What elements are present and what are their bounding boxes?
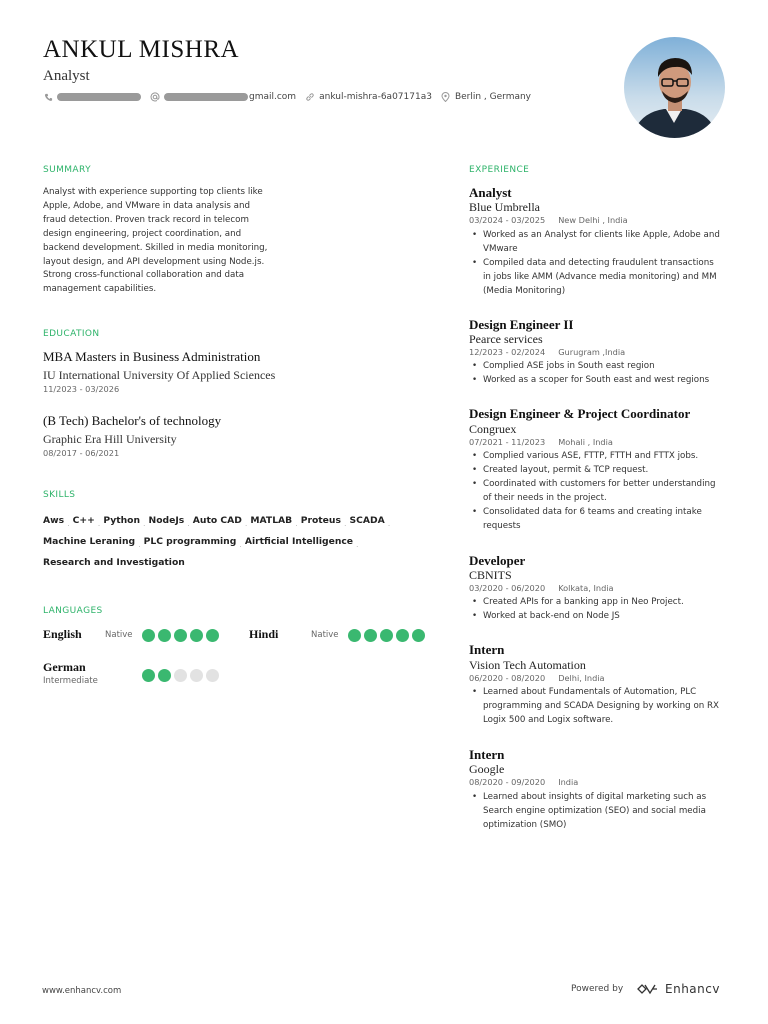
phone-contact[interactable] [43, 92, 141, 102]
job-location: Mohali , India [558, 437, 613, 447]
job-dates: 06/2020 - 08/2020 [469, 673, 546, 683]
job-dates: 12/2023 - 02/2024 [469, 347, 546, 357]
education-school: Graphic Era Hill University [43, 432, 177, 446]
job-bullet: • Learned about insights of digital marketing such as Search engine optimization (SEO) and social media optimization (SMO) [470, 791, 722, 833]
job-dates: 03/2024 - 03/2025 [469, 215, 546, 225]
education-degree: MBA Masters in Business Administration [43, 349, 261, 364]
skill-separator: . [138, 540, 141, 549]
candidate-role: Analyst [43, 68, 90, 84]
job-dates: 07/2021 - 11/2023 [469, 437, 546, 447]
job-company: Google [469, 762, 505, 776]
job-company: Vision Tech Automation [469, 658, 586, 672]
job-bullets [470, 596, 722, 624]
section-languages: LANGUAGES [43, 606, 103, 616]
skill-separator: . [67, 519, 70, 528]
candidate-name: ANKUL MISHRA [43, 36, 240, 63]
language-rating [142, 629, 222, 642]
job-meta [469, 437, 613, 447]
redacted-email [164, 93, 248, 101]
job-bullet: • Compiled data and detecting fraudulent transactions in jobs like AMM (Advance media monitoring) and MM (Media Monitoring) [470, 257, 722, 299]
profile-link[interactable] [305, 92, 432, 102]
section-education: EDUCATION [43, 329, 100, 339]
job-bullets [470, 229, 722, 299]
job-title: Intern [469, 642, 505, 657]
job-company: CBNITS [469, 568, 512, 582]
language-level: Native [105, 630, 133, 640]
job-meta [469, 583, 614, 593]
language-name: English [43, 627, 82, 641]
location-pin-icon [441, 92, 451, 102]
rating-dot [380, 629, 393, 642]
job-location: India [558, 777, 579, 787]
job-bullet: • Complied ASE jobs in South east region [470, 360, 722, 374]
skill-tag: Airtficial Intelligence [244, 536, 354, 547]
section-skills: SKILLS [43, 490, 76, 500]
rating-dot [142, 669, 155, 682]
job-bullet: • Complied various ASE, FTTP, FTTH and FTTX jobs. [470, 450, 722, 464]
rating-dot [174, 629, 187, 642]
summary-text: Analyst with experience supporting top clients like Apple, Adobe, and VMware in data analysis and fraud detection. Proven track record in telecom design engineering, project coordination, and backend development. Skilled in media monitoring, layout design, and API development using Node.js. Strong cross-functional collaboration and data management capabilities. [43, 187, 268, 295]
link-icon [305, 92, 315, 102]
skill-separator: . [239, 540, 242, 549]
contact-bar [43, 90, 540, 104]
job-meta [469, 777, 578, 787]
job-location: Kolkata, India [558, 583, 614, 593]
skill-separator: . [187, 519, 190, 528]
job-bullet: • Learned about Fundamentals of Automation, PLC programming and SCADA Designing by working on RX Logix 500 and Logix software. [470, 686, 722, 728]
redacted-phone [57, 93, 141, 101]
profile-link-text: ankul-mishra-6a07171a3 [319, 92, 432, 102]
skill-tag: Proteus [300, 515, 341, 526]
job-bullet: • Created APIs for a banking app in Neo Project. [470, 596, 722, 610]
job-bullet: • Created layout, permit & TCP request. [470, 464, 722, 478]
skill-tag: PLC programming [143, 536, 237, 547]
rating-dot [190, 629, 203, 642]
job-company: Congruex [469, 422, 517, 436]
skill-tag: NodeJs [148, 515, 185, 526]
education-school: IU International University Of Applied Sciences [43, 368, 276, 382]
rating-dot [158, 629, 171, 642]
rating-dot [142, 629, 155, 642]
job-title: Developer [469, 553, 526, 568]
job-company: Blue Umbrella [469, 200, 540, 214]
skill-separator: . [97, 519, 101, 528]
job-dates: 03/2020 - 06/2020 [469, 583, 546, 593]
job-title: Intern [469, 747, 505, 762]
education-degree: (B Tech) Bachelor's of technology [43, 413, 222, 428]
language-name: German [43, 660, 86, 674]
job-location: Delhi, India [558, 673, 605, 683]
section-experience: EXPERIENCE [469, 165, 530, 175]
language-rating [142, 669, 222, 682]
job-meta [469, 347, 625, 357]
skill-tag: Auto CAD [192, 515, 242, 526]
skill-tag: MATLAB [250, 515, 293, 526]
job-bullet: • Worked at back-end on Node JS [470, 610, 722, 624]
skills-line [43, 531, 373, 552]
job-title: Design Engineer II [469, 317, 574, 332]
skill-separator: . [356, 540, 359, 549]
skill-separator: . [143, 519, 146, 528]
rating-dot [190, 669, 203, 682]
powered-by-label: Powered by [571, 984, 624, 994]
skills-line [43, 552, 373, 573]
job-location: New Delhi , India [558, 215, 628, 225]
footer-url[interactable]: www.enhancv.com [42, 986, 122, 996]
skill-tag: SCADA [349, 515, 385, 526]
email-contact[interactable] [150, 92, 296, 102]
location-contact [441, 92, 531, 102]
job-bullet: • Consolidated data for 6 teams and creating intake requests [470, 506, 722, 534]
job-bullet: • Worked as an Analyst for clients like Apple, Adobe and VMware [470, 229, 722, 257]
skill-separator: . [244, 519, 248, 528]
skill-separator: . [295, 519, 298, 528]
location-text: Berlin , Germany [454, 92, 532, 102]
job-company: Pearce services [469, 332, 543, 346]
at-icon [150, 92, 160, 102]
skill-tag: Machine Leraning [43, 536, 136, 547]
rating-dot [158, 669, 171, 682]
job-bullet: • Coordinated with customers for better understanding of their needs in the project. [470, 478, 722, 506]
job-meta [469, 215, 628, 225]
language-level: Intermediate [43, 676, 98, 686]
job-bullets [470, 686, 722, 728]
job-bullets [470, 360, 722, 388]
section-summary: SUMMARY [43, 165, 91, 175]
skill-tag: Aws [43, 515, 65, 526]
rating-dot [364, 629, 377, 642]
job-meta [469, 673, 605, 683]
language-name: Hindi [249, 627, 279, 641]
rating-dot [206, 669, 219, 682]
skill-tag: Research and Investigation [43, 557, 185, 568]
job-title: Design Engineer & Project Coordinator [469, 406, 691, 421]
skill-tag: C++ [72, 515, 95, 526]
education-dates: 11/2023 - 03/2026 [43, 384, 120, 394]
job-bullet: • Worked as a scoper for South east and west regions [470, 374, 722, 388]
rating-dot [206, 629, 219, 642]
job-title: Analyst [469, 185, 512, 200]
education-dates: 08/2017 - 06/2021 [43, 448, 120, 458]
brand-name: Enhancv [665, 982, 720, 996]
brand-logo[interactable] [636, 982, 720, 996]
profile-photo [624, 37, 725, 138]
rating-dot [174, 669, 187, 682]
skill-separator: . [343, 519, 347, 528]
job-bullets [470, 450, 722, 533]
language-level: Native [311, 630, 339, 640]
rating-dot [412, 629, 425, 642]
skills-line [43, 510, 391, 531]
skill-separator: . [387, 519, 391, 528]
job-bullets [470, 791, 722, 833]
job-dates: 08/2020 - 09/2020 [469, 777, 546, 787]
job-location: Gurugram ,India [558, 347, 626, 357]
language-rating [348, 629, 428, 642]
enhancv-logo-icon [636, 983, 660, 995]
skills-list [43, 510, 391, 573]
rating-dot [348, 629, 361, 642]
rating-dot [396, 629, 409, 642]
email-domain: gmail.com [249, 92, 297, 102]
skill-tag: Python [103, 515, 140, 526]
phone-icon [43, 92, 53, 102]
